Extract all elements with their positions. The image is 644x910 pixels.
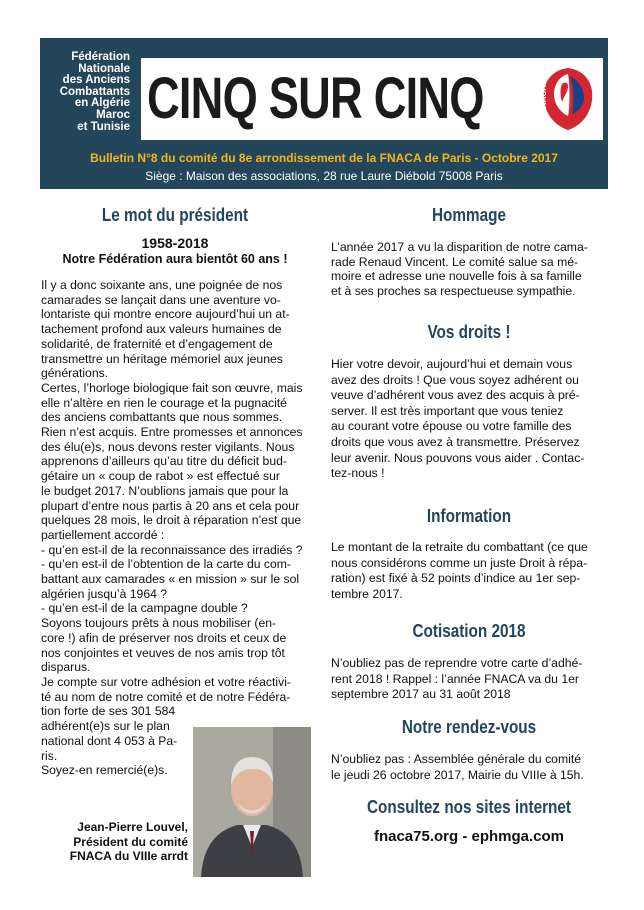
masthead: [40, 38, 608, 189]
text-line: et à ses proches sa respectueuse sympathie.: [331, 284, 576, 299]
text-line: Le montant de la retraite du combattant (ce que: [331, 540, 588, 554]
text-line: ration) est fixé à 52 points d’indice au 1er sep-: [331, 571, 581, 586]
text-line: veuve d’adhérent vous avez des acquis à pré-: [331, 388, 580, 403]
text-line: ris.: [41, 748, 58, 763]
text-line: camarades se lançait dans une aventure vo-: [41, 292, 281, 307]
org-line: en Algérie: [74, 97, 130, 110]
text-line: Certes, l’horloge biologique fait son œuvre, mais: [41, 380, 303, 395]
title-box: [141, 58, 603, 140]
text-line: tembre 2017.: [331, 586, 403, 601]
text-line: générations.: [41, 366, 109, 381]
text-line: nous considérons comme un juste Droit à répa-: [331, 555, 588, 570]
cotisation-text: [331, 656, 609, 703]
text-line: Il y a donc soixante ans, une poignée de nos: [41, 278, 283, 292]
text-line: nos conjointes et veuves de nos amis trop tôt: [41, 645, 285, 660]
text-line: des élu(e)s, nous devons rester vigilants. Nous: [41, 439, 295, 454]
text-line: server. Il est très important que vous teniez: [331, 403, 564, 418]
text-line: droits que vous avez à transmettre. Préservez: [331, 434, 580, 449]
federation-name: [52, 52, 130, 133]
text-line: - qu’en est-il de la campagne double ?: [41, 601, 248, 616]
text-line: Je compte sur votre adhésion et votre réactivi-: [41, 674, 291, 689]
droits-text: [331, 357, 609, 482]
org-line: et Tunisie: [77, 120, 130, 133]
siege-address: Siège : Maison des associations, 28 rue Laure Diébold 75008 Paris: [145, 169, 503, 183]
bulletin-line: Bulletin N°8 du comité du 8e arrondissement de la FNACA de Paris - Octobre 2017: [90, 151, 558, 165]
text-line: tachement profond aux valeurs humaines de: [41, 322, 282, 337]
hommage-heading: Hommage: [432, 205, 506, 225]
signature: [48, 820, 188, 864]
rdv-text: [331, 752, 609, 783]
text-line: des anciens combattants que nous sommes.: [41, 410, 283, 425]
text-line: N’oubliez pas : Assemblée générale du comité: [331, 752, 581, 766]
text-line: Rien n’est acquis. Entre promesses et annonces: [41, 425, 303, 440]
signature-line: Jean-Pierre Louvel,: [77, 820, 188, 834]
signature-line: FNACA du VIIIe arrdt: [69, 849, 188, 863]
logo-text: FNACA: [539, 85, 548, 113]
text-line: national dont 4 053 à Pa-: [41, 733, 178, 748]
newsletter-title: CINQ SUR CINQ: [147, 66, 484, 131]
org-line: des Anciens: [62, 74, 130, 87]
sites-links[interactable]: fnaca75.org - ephmga.com: [373, 828, 565, 845]
sites-heading: Consultez nos sites internet: [366, 797, 572, 817]
years-subtitle: 1958-2018: [141, 235, 209, 251]
text-line: plupart d’entre nous partis à 20 ans et cela pour: [41, 498, 300, 513]
cotisation-heading: Cotisation 2018: [412, 621, 526, 641]
text-line: elle n’altère en rien le courage et la pugnacité: [41, 395, 287, 410]
text-line: apprenons d’ailleurs qu’au titre du déficit bud-: [41, 454, 287, 469]
text-line: avez des droits ! Que vous soyez adhérent ou: [331, 372, 579, 387]
text-line: Soyez-en remercié(e)s.: [41, 763, 168, 778]
text-line: Hier votre devoir, aujourd’hui et demain vous: [331, 357, 573, 371]
droits-heading: Vos droits !: [427, 322, 511, 342]
rdv-heading: Notre rendez-vous: [401, 717, 537, 737]
anniversary-subtitle: Notre Fédération aura bientôt 60 ans !: [62, 252, 288, 266]
text-line: partiellement accordé :: [41, 527, 165, 542]
president-photo: [193, 727, 311, 877]
text-line: Soyons toujours prêts à nous mobiliser (en-: [41, 616, 277, 631]
text-line: au courant votre épouse ou votre famille des: [331, 419, 572, 434]
text-line: adhérent(e)s sur le plan: [41, 719, 170, 734]
text-line: leur avenir. Nous pouvons vous aider . Contac-: [331, 450, 585, 465]
information-text: [331, 540, 609, 602]
text-line: N’oubliez pas de reprendre votre carte d’adhé-: [331, 656, 583, 670]
text-line: té au nom de notre comité et de notre Fédéra-: [41, 689, 291, 704]
text-line: core !) afin de préserver nos droits et ceux de: [41, 630, 287, 645]
org-line: Nationale: [78, 62, 130, 75]
text-line: disparus.: [41, 660, 91, 675]
org-line: Maroc: [96, 108, 130, 121]
text-line: tion forte de ses 301 584: [41, 704, 176, 719]
text-line: lontariste qui montre encore aujourd’hui un at-: [41, 307, 290, 322]
president-heading: Le mot du président: [101, 205, 249, 225]
fnaca-logo: [540, 66, 596, 132]
text-line: quelques 28 mois, le droit à réparation n’est que: [41, 513, 302, 528]
information-heading: Information: [426, 506, 512, 526]
text-line: tez-nous !: [331, 466, 385, 481]
text-line: - qu’en est-il de l’obtention de la carte du com-: [41, 557, 291, 572]
text-line: rent 2018 ! Rappel : l’année FNACA va du 1er: [331, 671, 579, 686]
org-line: Combattants: [59, 85, 130, 98]
text-line: battant aux camarades « en mission » sur le sol: [41, 572, 300, 587]
signature-line: Président du comité: [73, 834, 188, 849]
org-line: Fédération: [71, 51, 130, 63]
text-line: algérien jusqu’à 1964 ?: [41, 586, 168, 601]
president-message: [41, 278, 309, 778]
text-line: transmettre un héritage mémoriel aux jeunes: [41, 351, 283, 366]
text-line: moire et adresse une nouvelle fois à sa famille: [331, 269, 582, 284]
text-line: - qu’en est-il de la reconnaissance des irradiés ?: [41, 542, 303, 557]
text-line: gétaire un « coup de rabot » est effectué sur: [41, 469, 280, 484]
text-line: rade Renaud Vincent. Le comité salue sa mé-: [331, 254, 579, 269]
text-line: le jeudi 26 octobre 2017, Mairie du VIIIe à 15h.: [331, 767, 584, 782]
text-line: le budget 2017. N’oublions jamais que pour la: [41, 483, 289, 498]
text-line: septembre 2017 au 31 août 2018: [331, 687, 511, 702]
text-line: solidarité, de fraternité et d’engagement de: [41, 336, 273, 351]
hommage-text: [331, 240, 609, 299]
text-line: L’année 2017 a vu la disparition de notre cama-: [331, 240, 588, 254]
